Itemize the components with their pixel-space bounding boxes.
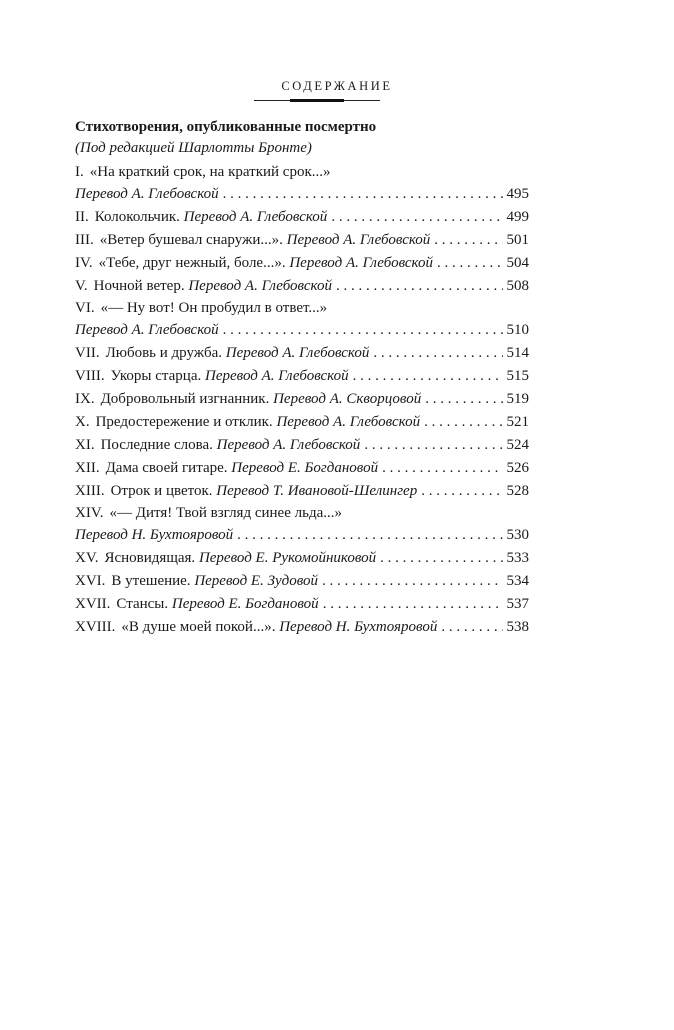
toc-entry[interactable] xyxy=(75,616,529,639)
entry-number: VI. xyxy=(75,300,95,316)
entry-page: 510 xyxy=(506,322,529,338)
toc-entry[interactable] xyxy=(75,206,529,229)
entry-title: Отрок и цветок. xyxy=(110,483,213,499)
leader-dots xyxy=(223,319,503,342)
entry-page: 504 xyxy=(506,255,529,271)
entry-number: XIII. xyxy=(75,483,105,499)
toc-entry[interactable] xyxy=(75,503,529,547)
leader-dots xyxy=(373,342,502,365)
header-rule-accent xyxy=(290,99,344,102)
leader-dots xyxy=(223,183,503,206)
entry-title: Ясновидящая. xyxy=(104,550,196,566)
entry-number: III. xyxy=(75,232,94,248)
toc-entry[interactable] xyxy=(75,547,529,570)
toc-entry[interactable] xyxy=(75,480,529,503)
entry-page: 538 xyxy=(506,619,529,635)
entry-translation: Перевод Е. Рукомойниковой xyxy=(198,550,377,566)
entry-title: «Ветер бушевал снаружи...». xyxy=(99,232,283,248)
entry-translation: Перевод Н. Бухтояровой xyxy=(75,527,234,543)
entry-number: II. xyxy=(75,209,89,225)
toc-entry[interactable] xyxy=(75,229,529,252)
entry-title: «— Дитя! Твой взгляд синее льда...» xyxy=(109,505,342,521)
leader-dots xyxy=(322,570,502,593)
entry-title: «На краткий срок, на краткий срок...» xyxy=(89,164,331,180)
entry-translation: Перевод А. Глебовской xyxy=(75,322,219,338)
entry-title: Добровольный изгнанник. xyxy=(100,391,270,407)
toc-entry[interactable] xyxy=(75,365,529,388)
leader-dots xyxy=(237,524,502,547)
toc-entry[interactable] xyxy=(75,434,529,457)
toc-entry[interactable] xyxy=(75,388,529,411)
entry-translation: Перевод А. Глебовской xyxy=(188,278,332,294)
entry-translation: Перевод А. Глебовской xyxy=(225,345,370,361)
entry-translation: Перевод А. Глебовской xyxy=(286,232,431,248)
entry-number: VII. xyxy=(75,345,100,361)
leader-dots xyxy=(424,411,502,434)
entry-number: XVI. xyxy=(75,573,106,589)
entry-title: «— Ну вот! Он пробудил в ответ...» xyxy=(100,300,328,316)
toc-entry[interactable] xyxy=(75,593,529,616)
entry-page: 537 xyxy=(506,596,529,612)
entry-translation: Перевод А. Скворцовой xyxy=(273,391,422,407)
entry-page: 533 xyxy=(506,550,529,566)
entry-page: 530 xyxy=(506,527,529,543)
entry-page: 528 xyxy=(506,483,529,499)
entry-number: XV. xyxy=(75,550,99,566)
entry-page: 515 xyxy=(506,368,529,384)
toc-entry[interactable] xyxy=(75,252,529,275)
section-title: Стихотворения, опубликованные посмертно xyxy=(75,119,377,135)
entry-translation: Перевод А. Глебовской xyxy=(276,414,421,430)
entry-translation: Перевод А. Глебовской xyxy=(75,186,219,202)
entry-translation: Перевод Е. Богдановой xyxy=(231,460,379,476)
entry-translation: Перевод Е. Зудовой xyxy=(194,573,319,589)
leader-dots xyxy=(437,252,503,275)
entry-translation: Перевод А. Глебовской xyxy=(183,209,328,225)
entry-title: В утешение. xyxy=(111,573,191,589)
entry-number: XII. xyxy=(75,460,100,476)
entry-page: 526 xyxy=(506,460,529,476)
entry-translation: Перевод А. Глебовской xyxy=(216,437,361,453)
entry-title: Укоры старца. xyxy=(110,368,202,384)
entry-translation: Перевод А. Глебовской xyxy=(289,255,433,271)
entry-number: XVIII. xyxy=(75,619,116,635)
entry-title: Дама своей гитаре. xyxy=(105,460,228,476)
leader-dots xyxy=(425,388,502,411)
leader-dots xyxy=(434,229,502,252)
page-title: СОДЕРЖАНИЕ xyxy=(281,79,393,93)
leader-dots xyxy=(336,275,503,298)
entry-translation: Перевод Н. Бухтояровой xyxy=(279,619,438,635)
entry-page: 534 xyxy=(506,573,529,589)
entry-number: XIV. xyxy=(75,505,104,521)
toc-entry[interactable] xyxy=(75,275,529,298)
leader-dots xyxy=(382,457,502,480)
entry-page: 514 xyxy=(506,345,529,361)
entry-translation: Перевод А. Глебовской xyxy=(204,368,349,384)
entry-title: Стансы. xyxy=(116,596,169,612)
entry-number: IV. xyxy=(75,255,93,271)
entry-number: XI. xyxy=(75,437,95,453)
entry-page: 499 xyxy=(506,209,529,225)
entry-number: V. xyxy=(75,278,88,294)
page-header xyxy=(0,77,674,95)
leader-dots xyxy=(353,365,503,388)
leader-dots xyxy=(441,616,502,639)
section-subtitle: (Под редакцией Шарлотты Бронте) xyxy=(75,140,312,156)
entry-number: VIII. xyxy=(75,368,105,384)
toc-entry[interactable] xyxy=(75,298,529,342)
toc-entry[interactable] xyxy=(75,457,529,480)
leader-dots xyxy=(323,593,503,616)
leader-dots xyxy=(364,434,502,457)
toc-entry[interactable] xyxy=(75,411,529,434)
entry-page: 508 xyxy=(506,278,529,294)
entry-title: Предостережение и отклик. xyxy=(95,414,273,430)
entry-number: XVII. xyxy=(75,596,111,612)
leader-dots xyxy=(331,206,502,229)
leader-dots xyxy=(421,480,502,503)
table-of-contents xyxy=(75,117,529,639)
toc-entry[interactable] xyxy=(75,162,529,206)
entry-title: «Тебе, друг нежный, боле...». xyxy=(98,255,286,271)
entry-page: 521 xyxy=(506,414,529,430)
toc-entry[interactable] xyxy=(75,570,529,593)
entry-page: 501 xyxy=(506,232,529,248)
entry-number: IX. xyxy=(75,391,95,407)
entry-title: Любовь и дружба. xyxy=(105,345,222,361)
toc-entry[interactable] xyxy=(75,342,529,365)
entry-number: X. xyxy=(75,414,90,430)
entry-translation: Перевод Е. Богдановой xyxy=(171,596,319,612)
entry-page: 495 xyxy=(506,186,529,202)
leader-dots xyxy=(380,547,502,570)
entry-number: I. xyxy=(75,164,84,180)
entry-translation: Перевод Т. Ивановой-Шелингер xyxy=(216,483,418,499)
entry-title: «В душе моей покой...». xyxy=(121,619,276,635)
entry-title: Ночной ветер. xyxy=(93,278,185,294)
entry-page: 519 xyxy=(506,391,529,407)
entry-title: Последние слова. xyxy=(100,437,213,453)
entry-title: Колокольчик. xyxy=(94,209,180,225)
entry-page: 524 xyxy=(506,437,529,453)
